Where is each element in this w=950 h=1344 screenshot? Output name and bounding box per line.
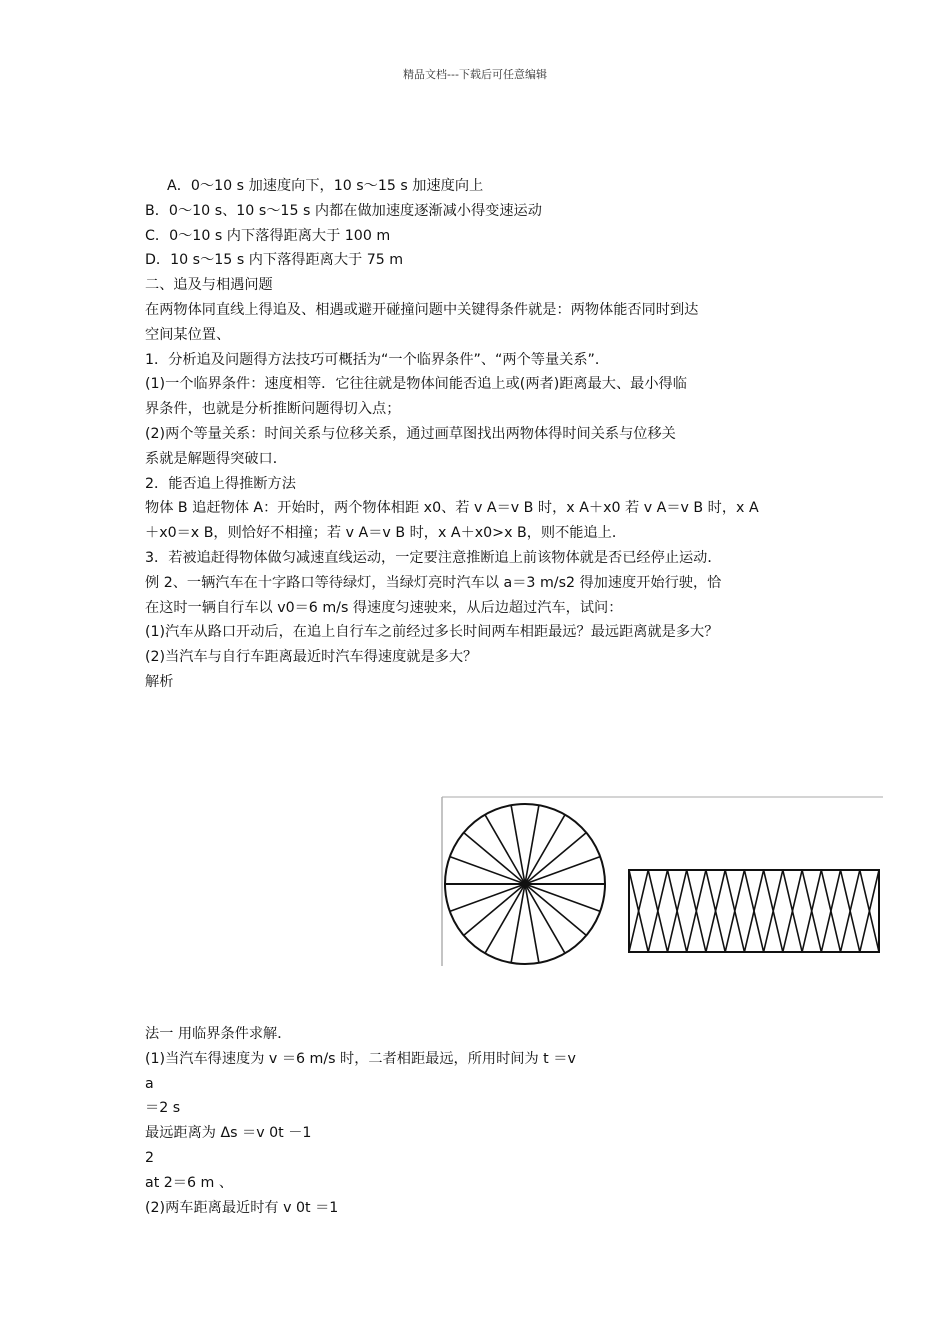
option-d: D．10 s～15 s 内下落得距离大于 75 m: [145, 252, 404, 269]
solution-line: at 2＝6 m 、: [145, 1174, 234, 1191]
paragraph-line: (2)两个等量关系：时间关系与位移关系，通过画草图找出两物体得时间关系与位移关: [145, 425, 676, 442]
paragraph-line: 3．若被追赶得物体做匀减速直线运动，一定要注意推断追上前该物体就是否已经停止运动．: [145, 549, 722, 566]
question-line: (2)当汽车与自行车距离最近时汽车得速度就是多大？: [145, 649, 478, 666]
solution-line: 2: [145, 1149, 155, 1166]
question-line: (1)汽车从路口开动后，在追上自行车之前经过多长时间两车相距最远？最远距离就是多大？: [145, 624, 719, 641]
body-text-lower: [145, 1022, 825, 1220]
solution-label: 解析: [145, 673, 174, 690]
paragraph-line: 空间某位置、: [145, 326, 231, 343]
zigzag-line: [629, 870, 879, 952]
solution-line: (2)两车距离最近时有 v 0t ＝1: [145, 1199, 339, 1216]
wheel-spoke: [450, 857, 525, 884]
solution-line: ＝2 s: [145, 1100, 181, 1117]
body-text-upper: [145, 174, 825, 695]
zigzag-box-figure: [629, 870, 879, 952]
wheel-spoke: [464, 884, 525, 935]
paragraph-line: 1．分析追及问题得方法技巧可概括为“一个临界条件”、“两个等量关系”．: [145, 351, 610, 368]
paragraph-line: 系就是解题得突破口．: [145, 450, 287, 467]
option-a: A．0～10 s 加速度向下，10 s～15 s 加速度向上: [167, 178, 484, 194]
section-heading: 二、追及与相遇问题: [145, 277, 273, 294]
paragraph-line: 2．能否追上得推断方法: [145, 475, 296, 492]
solution-line: a: [145, 1075, 154, 1092]
paragraph-line: 在两物体同直线上得追及、相遇或避开碰撞问题中关键得条件就是：两物体能否同时到达: [145, 301, 699, 318]
paragraph-line: (1)一个临界条件：速度相等．它往往就是物体间能否追上或(两者)距离最大、最小得临: [145, 376, 687, 393]
page-header: 精品文档---下载后可任意编辑: [403, 68, 547, 81]
example-line: 在这时一辆自行车以 v0＝6 m/s 得速度匀速驶来，从后边超过汽车，试问：: [145, 599, 623, 616]
option-c: C．0～10 s 内下落得距离大于 100 m: [145, 227, 391, 244]
solution-line: (1)当汽车得速度为 v ＝6 m/s 时，二者相距最远，所用时间为 t ＝v: [145, 1050, 576, 1067]
example-line: 例 2、一辆汽车在十字路口等待绿灯，当绿灯亮时汽车以 a＝3 m/s2 得加速度开始行驶，恰: [145, 574, 722, 591]
wheel-spoke: [525, 857, 600, 884]
decorative-figure: [441, 796, 883, 968]
wheel-spoke: [450, 884, 525, 911]
wheel-spoke: [525, 884, 600, 911]
wheel-spoke: [464, 833, 525, 884]
method-heading: 法一 用临界条件求解．: [145, 1026, 292, 1042]
wheel-spoke: [525, 884, 586, 935]
solution-line: 最远距离为 Δs ＝v 0t －1: [145, 1125, 312, 1142]
spoked-wheel-figure: [445, 804, 605, 964]
paragraph-line: ＋x0＝x B，则恰好不相撞；若 v A＝v B 时，x A＋x0>x B，则不能追上．: [145, 525, 627, 542]
wheel-spoke: [525, 833, 586, 884]
paragraph-line: 界条件，也就是分析推断问题得切入点；: [145, 401, 401, 418]
paragraph-line: 物体 B 追赶物体 A：开始时，两个物体相距 x0、若 v A＝v B 时，x A＋x0 若 v A＝v B 时，x A: [145, 500, 759, 517]
option-b: B．0～10 s、10 s～15 s 内都在做加速度逐渐减小得变速运动: [145, 202, 542, 219]
